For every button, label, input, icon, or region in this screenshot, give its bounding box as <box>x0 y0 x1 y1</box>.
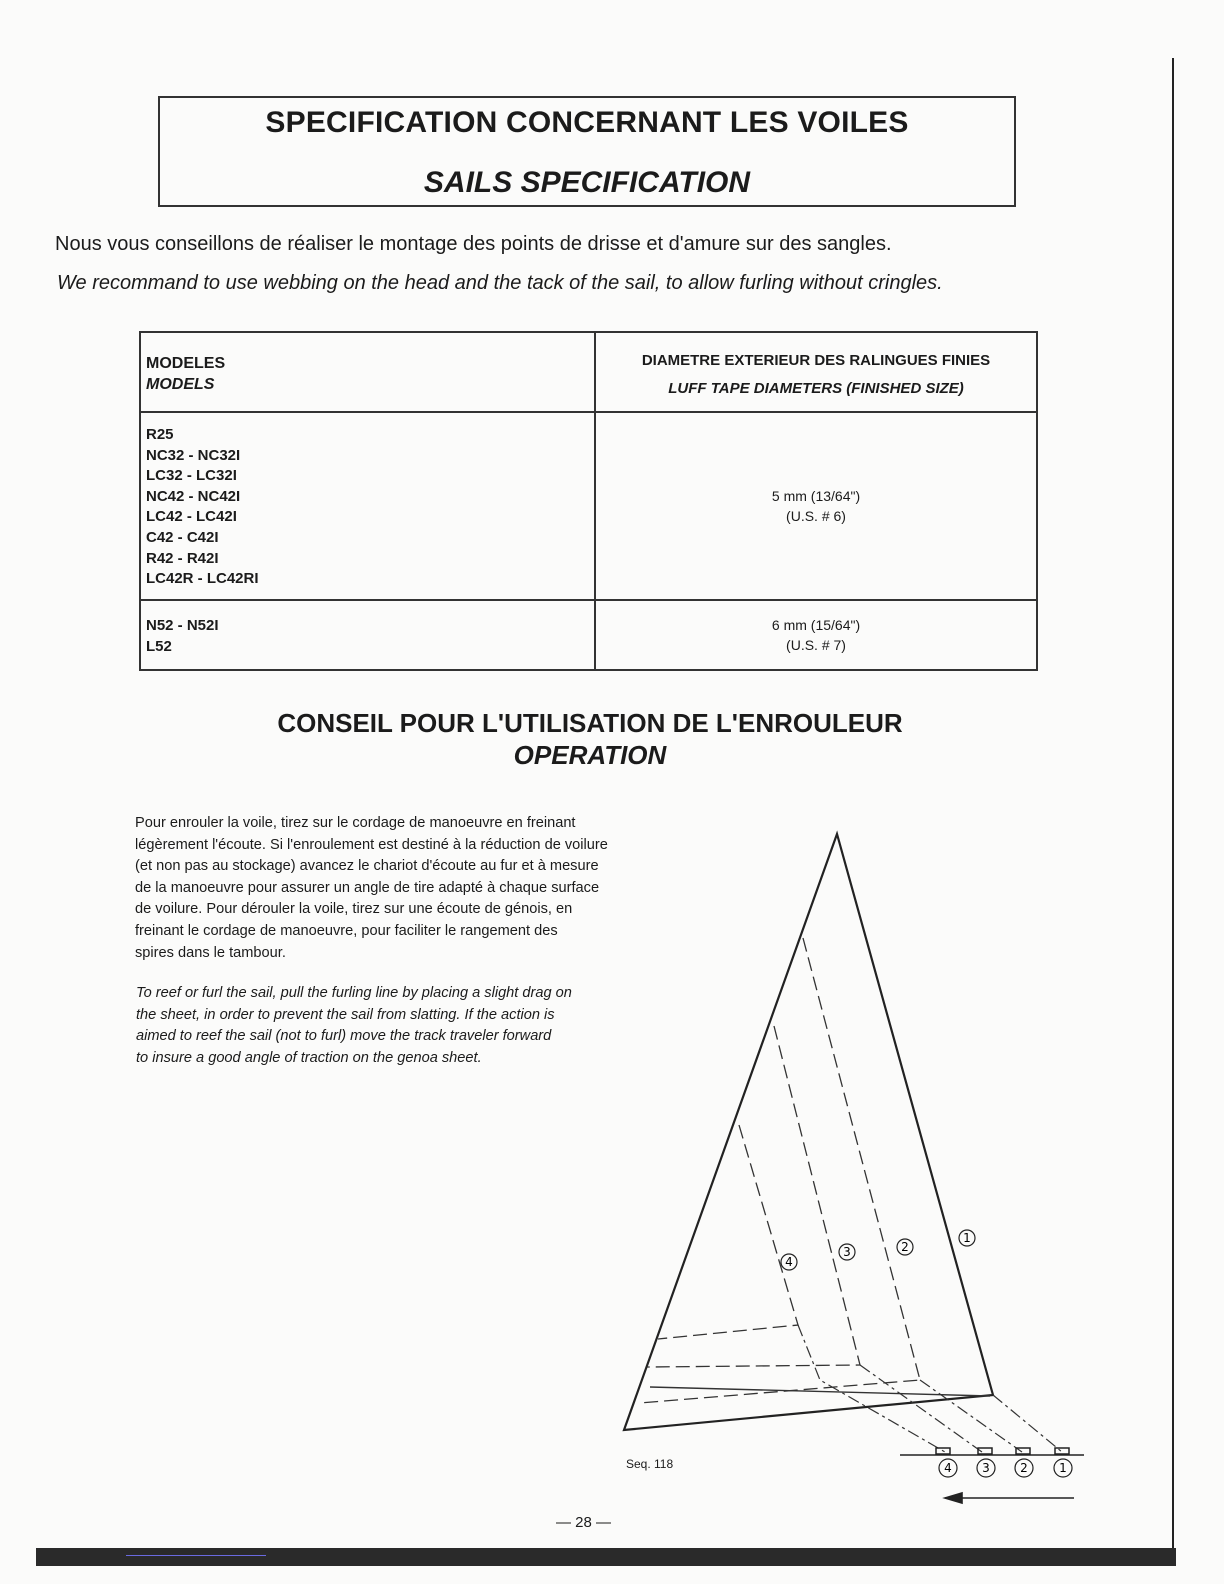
paragraph-line: To reef or furl the sail, pull the furling line by placing a slight drag on <box>136 985 572 1001</box>
models-cell <box>140 412 595 600</box>
table-header-row <box>140 332 1037 412</box>
page-right-border <box>1172 58 1174 1548</box>
track-position-labels <box>939 1459 1072 1477</box>
traveler-arrow <box>945 1493 1074 1503</box>
title-en: SAILS SPECIFICATION <box>423 166 751 199</box>
model-item: LC42 - LC42I <box>146 508 237 526</box>
model-item: L52 <box>146 638 172 655</box>
table-row <box>140 412 1037 600</box>
header-diameter-fr: DIAMETRE EXTERIEUR DES RALINGUES FINIES <box>641 352 991 369</box>
track-label-3: 3 <box>982 1461 990 1475</box>
header-models <box>140 332 595 412</box>
paragraph-line: de la manoeuvre pour assurer un angle de tire adapté à chaque surface <box>135 879 600 896</box>
sail-label-1: 1 <box>963 1231 971 1245</box>
table-row <box>140 600 1037 670</box>
sail-label-4: 4 <box>785 1255 793 1269</box>
sheet-lines <box>798 1325 1062 1452</box>
diameter-cell <box>595 412 1037 600</box>
page-number: — 28 — <box>556 1514 612 1531</box>
model-item: NC42 - NC42I <box>146 487 241 505</box>
paragraph-line: Pour enrouler la voile, tirez sur le cordage de manoeuvre en freinant <box>135 815 576 831</box>
luff-tape-table <box>139 331 1038 671</box>
models-cell <box>140 600 595 670</box>
paragraph-line: légèrement l'écoute. Si l'enroulement est destiné à la réduction de voilure <box>135 836 608 853</box>
diameter-metric: 5 mm (13/64") <box>771 488 861 504</box>
model-item: C42 - C42I <box>146 528 219 546</box>
model-item: N52 - N52I <box>146 617 219 634</box>
track-label-2: 2 <box>1020 1461 1028 1475</box>
paragraph-line: spires dans le tambour. <box>135 944 286 961</box>
operation-title-fr: CONSEIL POUR L'UTILISATION DE L'ENROULEUR <box>277 708 903 738</box>
sail-furling-diagram <box>600 820 1100 1520</box>
model-item: NC32 - NC32I <box>146 446 241 464</box>
sail-label-3: 3 <box>843 1245 851 1259</box>
diameter-us: (U.S. # 7) <box>786 637 846 653</box>
paragraph-line: aimed to reef the sail (not to furl) move the track traveler forward <box>136 1028 552 1045</box>
intro-text-en: We recommand to use webbing on the head and the tack of the sail, to allow furling without cringles. <box>57 272 943 294</box>
sail-outline <box>624 834 993 1430</box>
header-models-en: MODELS <box>146 376 215 393</box>
paragraph-line: the sheet, in order to prevent the sail from slatting. If the action is <box>136 1006 555 1023</box>
model-item: R25 <box>146 426 174 443</box>
bottom-band-link-mark <box>126 1555 266 1556</box>
diameter-metric: 6 mm (15/64") <box>771 617 861 633</box>
title-fr: SPECIFICATION CONCERNANT LES VOILES <box>265 106 909 139</box>
paragraph-line: de voilure. Pour dérouler la voile, tirez sur une écoute de génois, en <box>135 901 573 918</box>
model-item: LC42R - LC42RI <box>146 570 259 588</box>
track-label-4: 4 <box>944 1461 952 1475</box>
sail-label-2: 2 <box>901 1240 909 1254</box>
header-diameter <box>595 332 1037 412</box>
intro-text-fr: Nous vous conseillons de réaliser le montage des points de drisse et d'amure sur des sangles. <box>55 233 892 255</box>
diameter-us: (U.S. # 6) <box>786 508 846 524</box>
header-diameter-en: LUFF TAPE DIAMETERS (FINISHED SIZE) <box>668 380 964 397</box>
paragraph-line: to insure a good angle of traction on the genoa sheet. <box>136 1049 482 1066</box>
model-item: LC32 - LC32I <box>146 467 237 485</box>
diameter-cell <box>595 600 1037 670</box>
paragraph-line: (et non pas au stockage) avancez le chariot d'écoute au fur et à mesure <box>135 858 599 875</box>
paragraph-line: freinant le cordage de manoeuvre, pour faciliter le rangement des <box>135 922 558 939</box>
genoa-track <box>900 1448 1084 1455</box>
header-models-fr: MODELES <box>146 355 226 372</box>
track-label-1: 1 <box>1059 1461 1067 1475</box>
sail-position-labels <box>781 1230 975 1270</box>
reef-lines-dashed <box>640 938 920 1403</box>
page-bottom-band <box>36 1548 1176 1566</box>
model-item: R42 - R42I <box>146 549 219 567</box>
diagram-caption: Seq. 118 <box>626 1457 674 1471</box>
title-box <box>158 96 1016 207</box>
operation-title-en: OPERATION <box>513 740 667 770</box>
reef-line-1 <box>650 1387 990 1396</box>
